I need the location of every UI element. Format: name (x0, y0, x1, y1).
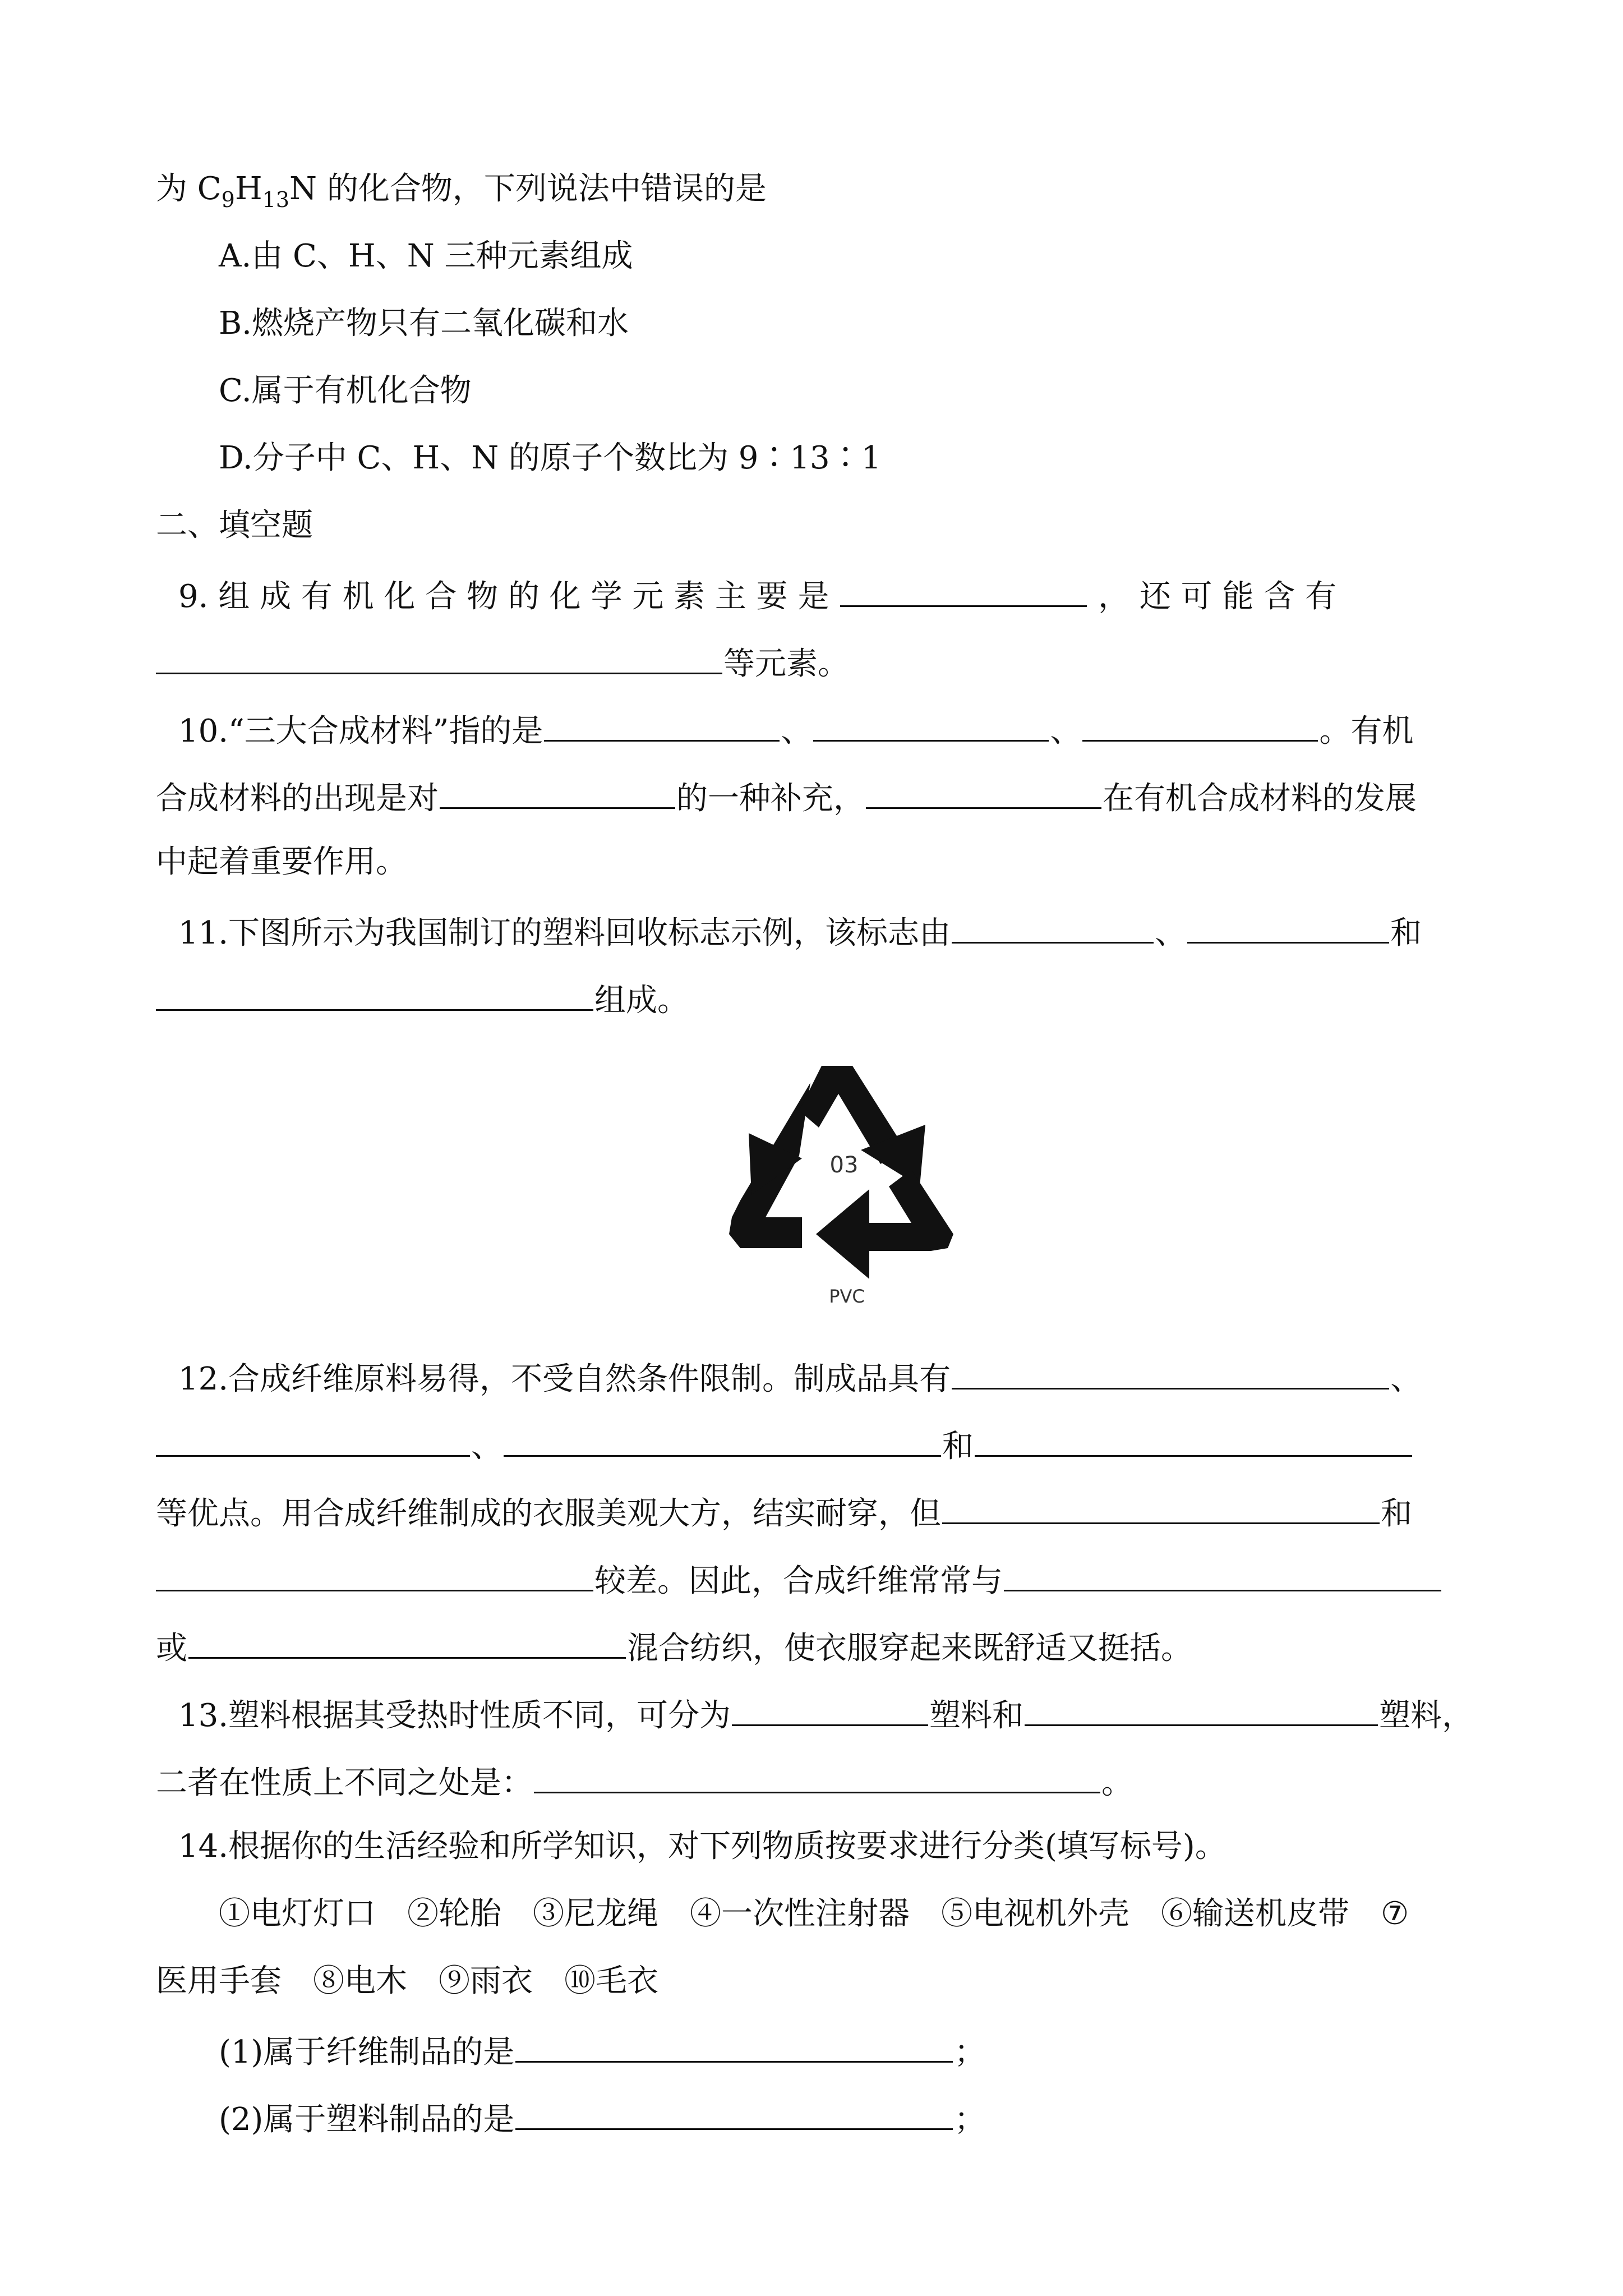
q9-blank-main-elements[interactable] (840, 569, 1087, 607)
q8-option-c[interactable]: C.属于有机化合物 (219, 372, 472, 409)
q10-text: 的一种补充， (676, 780, 865, 817)
q14-sub2 (219, 2092, 1468, 2139)
q11-text: 11.下图所示为我国制订的塑料回收标志示例，该标志由 (178, 915, 951, 951)
q8-stem-text: H (234, 171, 262, 207)
q10-line1 (178, 704, 1468, 751)
q14-item: ①电灯灯口 (219, 1895, 376, 1932)
q13-text: 。 (1101, 1765, 1133, 1801)
q14-sub-end: ； (954, 2101, 986, 2138)
q14-item: 医用手套 (156, 1963, 282, 1999)
q14-item: ⑤电视机外壳 (941, 1895, 1129, 1932)
q9-line1 (178, 569, 1468, 616)
q12-text: 等优点。用合成纤维制成的衣服美观大方，结实耐穿，但 (156, 1496, 941, 1532)
q10-separator: 、 (1050, 713, 1082, 749)
q13-text: 塑料和 (929, 1697, 1024, 1734)
q14-items-line2 (156, 1958, 1468, 2005)
q11-blank-2[interactable] (1187, 906, 1389, 944)
q8-subscript-9: 9 (221, 187, 235, 212)
q10-text: 。有机 (1319, 713, 1414, 749)
q8-option-a[interactable]: A.由 C、H、N 三种元素组成 (219, 238, 633, 274)
q9-text: 等元素。 (723, 646, 849, 682)
q14-sub-text: (1)属于纤维制品的是 (219, 2034, 515, 2070)
q10-blank-material-3[interactable] (1082, 704, 1318, 742)
q11-text: 和 (1390, 915, 1422, 951)
q8-subscript-13: 13 (262, 187, 290, 212)
q14-item: ③尼龙绳 (533, 1895, 658, 1932)
q11-blank-1[interactable] (952, 906, 1154, 944)
q12-text: 或 (156, 1630, 187, 1667)
q14-blank-fiber[interactable] (515, 2025, 953, 2063)
q12-blank-5[interactable] (942, 1487, 1380, 1524)
q12-blank-6[interactable] (156, 1554, 593, 1591)
q14-item: ⑧电木 (313, 1963, 407, 1999)
q12-blank-8[interactable] (188, 1621, 626, 1659)
q14-sub-end: ； (954, 2034, 986, 2070)
q14-item: ⑦ (1381, 1895, 1409, 1932)
q12-blank-4[interactable] (975, 1419, 1412, 1457)
q13-line1 (178, 1688, 1474, 1736)
q11-text: 组成。 (594, 982, 689, 1019)
q10-separator: 、 (781, 713, 813, 749)
q10-blank-material-1[interactable] (544, 704, 780, 742)
q11-separator: 、 (1155, 915, 1187, 951)
q12-separator: 、 (471, 1428, 502, 1465)
q8-stem-text: N 的化合物，下列说法中错误的是 (289, 171, 767, 207)
q14-item: ④一次性注射器 (690, 1895, 910, 1932)
q12-blank-3[interactable] (504, 1419, 941, 1457)
q13-line2 (156, 1756, 1468, 1803)
q12-text: 较差。因此，合成纤维常常与 (594, 1563, 1003, 1599)
q13-text: 二者在性质上不同之处是： (156, 1765, 533, 1801)
q10-text: 10.“三大合成材料”指的是 (178, 713, 543, 749)
q13-blank-1[interactable] (732, 1688, 928, 1726)
q10-blank-important[interactable] (866, 771, 1101, 809)
q12-line3 (156, 1487, 1468, 1534)
q12-line5 (156, 1621, 1468, 1668)
q12-text: 12.合成纤维原料易得，不受自然条件限制。制成品具有 (178, 1361, 951, 1397)
q14-blank-plastic[interactable] (515, 2092, 953, 2130)
q14-items-line1 (219, 1890, 1468, 1938)
q11-line2 (156, 973, 1468, 1020)
q13-blank-3[interactable] (534, 1756, 1100, 1793)
q12-text: 和 (1381, 1496, 1412, 1532)
q13-blank-2[interactable] (1025, 1688, 1378, 1726)
q12-separator: 、 (1390, 1361, 1422, 1397)
q8-stem-text: 为 C (156, 171, 222, 207)
recycle-symbol-figure (718, 1049, 970, 1313)
q12-line4 (156, 1554, 1468, 1601)
q12-blank-1[interactable] (952, 1352, 1389, 1389)
q14-sub1 (219, 2025, 1468, 2072)
q12-line2 (156, 1419, 1468, 1466)
q8-option-b[interactable]: B.燃烧产物只有二氧化碳和水 (219, 305, 629, 342)
recycle-code: 03 (829, 1152, 859, 1178)
q12-blank-2[interactable] (156, 1419, 470, 1457)
q13-text: 塑料， (1379, 1697, 1474, 1734)
q8-stem (156, 165, 1468, 213)
q12-text: 和 (942, 1428, 974, 1465)
recycle-label: PVC (829, 1286, 865, 1307)
q11-line1 (178, 906, 1468, 953)
q10-text: 合成材料的出现是对 (156, 780, 439, 817)
q12-text: 混合纺织，使衣服穿起来既舒适又挺括。 (627, 1630, 1192, 1667)
q14-item: ⑨雨衣 (439, 1963, 533, 1999)
q14-sub-text: (2)属于塑料制品的是 (219, 2101, 515, 2138)
q10-line2 (156, 771, 1468, 818)
q10-blank-material-2[interactable] (813, 704, 1049, 742)
q14-item: ⑥输送机皮带 (1161, 1895, 1349, 1932)
q9-blank-other-elements[interactable] (156, 637, 722, 674)
section-title: 二、填空题 (156, 507, 313, 544)
q12-blank-7[interactable] (1004, 1554, 1441, 1591)
q14-item: ②轮胎 (407, 1895, 501, 1932)
q10-text: 在有机合成材料的发展 (1103, 780, 1417, 817)
q12-line1 (178, 1352, 1468, 1399)
q10-line3: 中起着重要作用。 (156, 844, 407, 880)
q13-text: 13.塑料根据其受热时性质不同，可分为 (178, 1697, 731, 1734)
q11-blank-3[interactable] (156, 973, 593, 1011)
q9-text: 9. 组 成 有 机 化 合 物 的 化 学 元 素 主 要 是 (178, 578, 829, 615)
q9-line2 (156, 637, 1468, 684)
q14-item: ⑩毛衣 (564, 1963, 658, 1999)
q10-blank-supplement[interactable] (440, 771, 675, 809)
q8-option-d[interactable]: D.分子中 C、H、N 的原子个数比为 9∶13∶1 (219, 440, 882, 476)
recycle-triangle-icon (718, 1049, 970, 1313)
q9-text: ， 还 可 能 含 有 (1098, 578, 1337, 615)
q14-stem: 14.根据你的生活经验和所学知识，对下列物质按要求进行分类(填写标号)。 (178, 1828, 1227, 1865)
